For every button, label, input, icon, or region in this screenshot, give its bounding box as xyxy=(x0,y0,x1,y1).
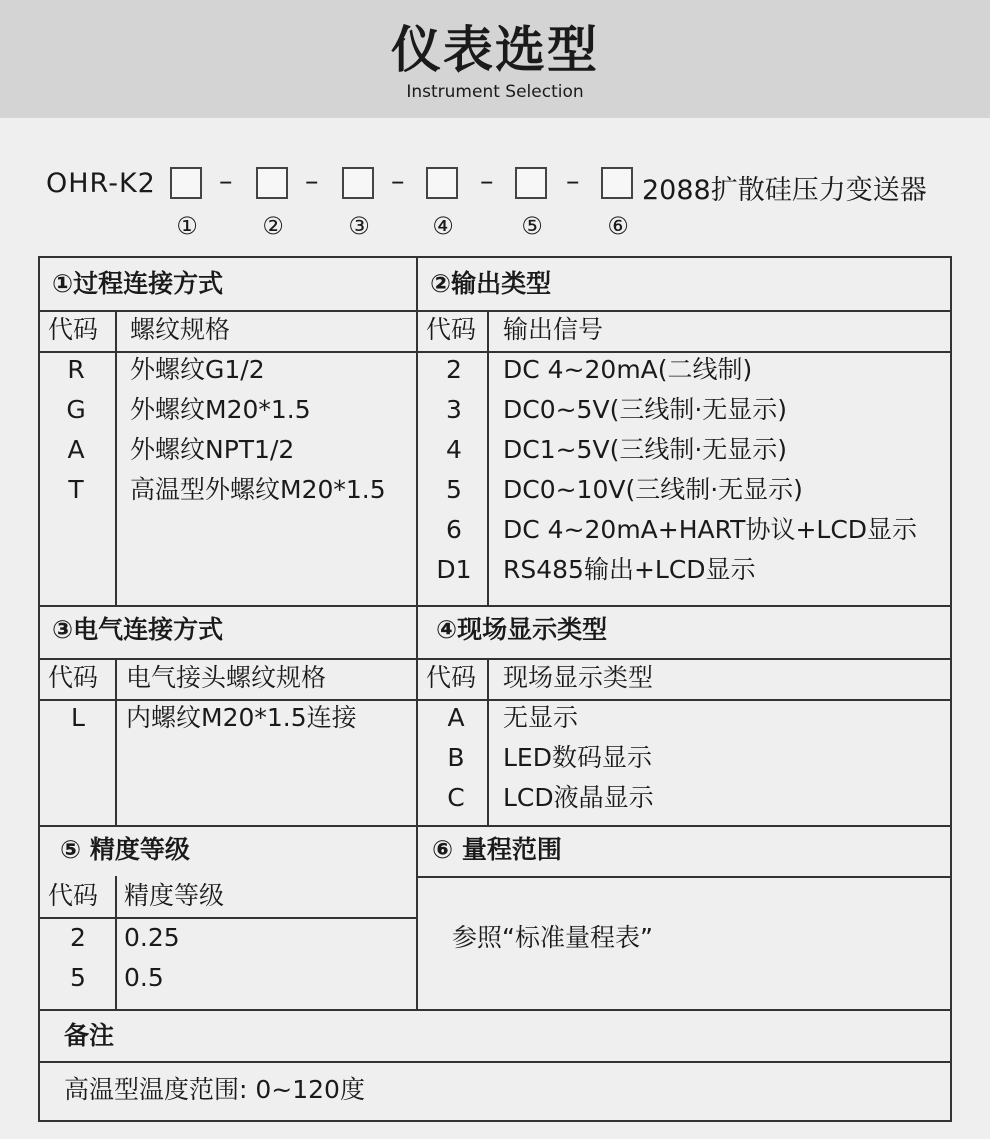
s2-desc: DC0~5V(三线制·无显示) xyxy=(503,395,788,424)
model-prefix: OHR-K2 xyxy=(46,168,156,199)
range-note: 参照“标准量程表” xyxy=(452,923,653,952)
s2-desc: DC 4~20mA(二线制) xyxy=(503,355,753,384)
code-slot-5 xyxy=(515,167,547,199)
section-2-title: ②输出类型 xyxy=(430,269,552,298)
section-3-title: ③电气连接方式 xyxy=(52,615,224,644)
s3-desc: 内螺纹M20*1.5连接 xyxy=(126,703,357,732)
slot-number-6: ⑥ xyxy=(607,212,629,240)
separator: – xyxy=(480,166,494,197)
s1-col-desc: 螺纹规格 xyxy=(130,315,231,344)
slot-number-2: ② xyxy=(262,212,284,240)
slot-number-3: ③ xyxy=(348,212,370,240)
s5-desc: 0.25 xyxy=(124,923,180,952)
s1-code: T xyxy=(68,475,84,504)
header-banner xyxy=(0,0,990,118)
s2-desc: DC1~5V(三线制·无显示) xyxy=(503,435,788,464)
s4-desc: LCD液晶显示 xyxy=(503,783,654,812)
s5-desc: 0.5 xyxy=(124,963,164,992)
page-subtitle: Instrument Selection xyxy=(406,82,584,102)
model-code-line xyxy=(0,160,990,240)
s2-code: 3 xyxy=(446,395,462,424)
slot-number-5: ⑤ xyxy=(521,212,543,240)
s2-code: 6 xyxy=(446,515,462,544)
code-slot-4 xyxy=(426,167,458,199)
s4-desc: LED数码显示 xyxy=(503,743,652,772)
s2-desc: DC 4~20mA+HART协议+LCD显示 xyxy=(503,515,918,544)
code-slot-2 xyxy=(256,167,288,199)
remarks-text: 高温型温度范围: 0~120度 xyxy=(64,1075,365,1104)
s2-code: 4 xyxy=(446,435,462,464)
section-1-title: ①过程连接方式 xyxy=(52,269,224,298)
s4-desc: 无显示 xyxy=(503,703,579,732)
s1-code: G xyxy=(66,395,86,424)
s4-col-desc: 现场显示类型 xyxy=(503,663,654,692)
section-5-title: ⑤ 精度等级 xyxy=(60,835,190,864)
s4-col-code: 代码 xyxy=(426,663,477,692)
separator: – xyxy=(305,166,319,197)
separator: – xyxy=(391,166,405,197)
s5-col-desc: 精度等级 xyxy=(124,881,225,910)
s4-code: C xyxy=(447,783,465,812)
s1-desc: 外螺纹NPT1/2 xyxy=(130,435,295,464)
s2-col-code: 代码 xyxy=(426,315,477,344)
s3-code: L xyxy=(71,703,85,732)
s1-code: R xyxy=(67,355,85,384)
code-slot-3 xyxy=(342,167,374,199)
separator: – xyxy=(566,166,580,197)
s2-desc: RS485输出+LCD显示 xyxy=(503,555,756,584)
s1-desc: 外螺纹M20*1.5 xyxy=(130,395,311,424)
s1-desc: 外螺纹G1/2 xyxy=(130,355,265,384)
section-4-title: ④现场显示类型 xyxy=(436,615,608,644)
s4-code: B xyxy=(447,743,465,772)
s1-desc: 高温型外螺纹M20*1.5 xyxy=(130,475,386,504)
selection-table xyxy=(38,256,952,1122)
s1-code: A xyxy=(67,435,85,464)
s2-code: D1 xyxy=(436,555,472,584)
slot-number-4: ④ xyxy=(432,212,454,240)
remarks-title: 备注 xyxy=(64,1021,115,1050)
s4-code: A xyxy=(447,703,465,732)
s3-col-desc: 电气接头螺纹规格 xyxy=(126,663,327,692)
s2-col-desc: 输出信号 xyxy=(503,315,604,344)
page-title: 仪表选型 xyxy=(391,21,599,79)
s5-col-code: 代码 xyxy=(48,881,99,910)
code-slot-6 xyxy=(601,167,633,199)
code-slot-1 xyxy=(170,167,202,199)
s2-code: 5 xyxy=(446,475,462,504)
s1-col-code: 代码 xyxy=(48,315,99,344)
s5-code: 2 xyxy=(70,923,86,952)
s5-code: 5 xyxy=(70,963,86,992)
s2-desc: DC0~10V(三线制·无显示) xyxy=(503,475,803,504)
model-suffix: 2088扩散硅压力变送器 xyxy=(642,175,927,206)
s2-code: 2 xyxy=(446,355,462,384)
section-6-title: ⑥ 量程范围 xyxy=(432,835,562,864)
separator: – xyxy=(219,166,233,197)
s3-col-code: 代码 xyxy=(48,663,99,692)
slot-number-1: ① xyxy=(176,212,198,240)
